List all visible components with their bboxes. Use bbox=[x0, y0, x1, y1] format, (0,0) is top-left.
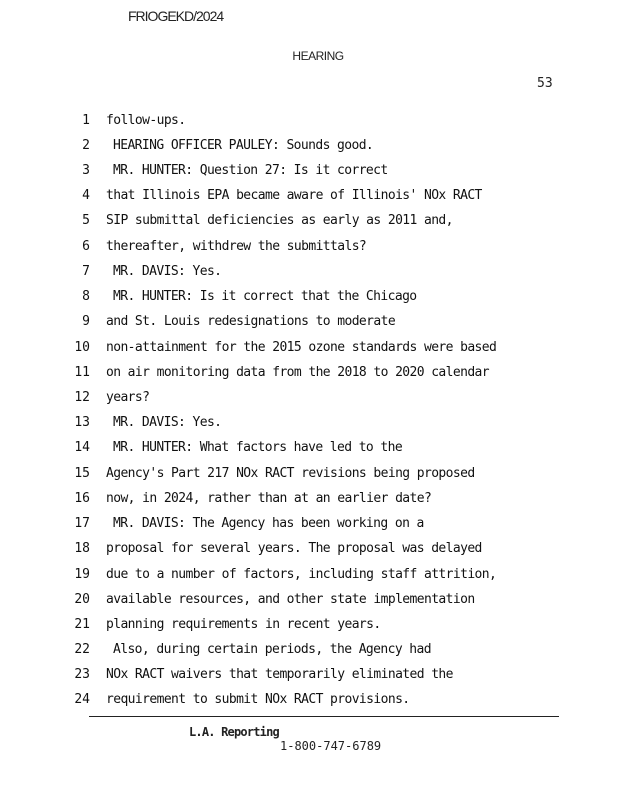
line-number: 18 bbox=[74, 541, 90, 556]
transcript-line: SIP submittal deficiencies as early as 2011 and, bbox=[106, 213, 453, 228]
transcript-line: MR. HUNTER: What factors have led to the bbox=[113, 440, 403, 455]
transcript-line: on air monitoring data from the 2018 to 2020 calendar bbox=[106, 365, 490, 380]
line-number: 5 bbox=[82, 213, 90, 228]
transcript-line: MR. DAVIS: Yes. bbox=[113, 264, 222, 279]
transcript-line: Agency's Part 217 NOx RACT revisions being proposed bbox=[106, 466, 475, 481]
transcript-line: MR. DAVIS: Yes. bbox=[113, 415, 222, 430]
line-number: 3 bbox=[82, 163, 90, 178]
line-number: 24 bbox=[74, 692, 90, 707]
transcript-line: follow-ups. bbox=[106, 113, 186, 128]
header-date-stamp: FRIOGEKD/2024 bbox=[128, 8, 224, 24]
transcript-line: MR. HUNTER: Is it correct that the Chicago bbox=[113, 289, 417, 304]
line-number: 16 bbox=[74, 491, 90, 506]
line-number: 2 bbox=[82, 138, 90, 153]
line-number: 9 bbox=[82, 314, 90, 329]
line-number: 7 bbox=[82, 264, 90, 279]
footer-divider bbox=[89, 716, 559, 717]
line-number: 1 bbox=[82, 113, 90, 128]
line-number: 15 bbox=[74, 466, 90, 481]
transcript-line: HEARING OFFICER PAULEY: Sounds good. bbox=[113, 138, 374, 153]
transcript-line: that Illinois EPA became aware of Illinois' NOx RACT bbox=[106, 188, 482, 203]
line-number: 23 bbox=[74, 667, 90, 682]
footer-phone: 1-800-747-6789 bbox=[280, 739, 382, 753]
line-number: 17 bbox=[74, 516, 90, 531]
transcript-line: MR. DAVIS: The Agency has been working on a bbox=[113, 516, 424, 531]
transcript-line: thereafter, withdrew the submittals? bbox=[106, 239, 367, 254]
transcript-line: MR. HUNTER: Question 27: Is it correct bbox=[113, 163, 388, 178]
page-header-title: HEARING bbox=[292, 49, 344, 63]
transcript-line: proposal for several years. The proposal was delayed bbox=[106, 541, 482, 556]
transcript-line: NOx RACT waivers that temporarily eliminated the bbox=[106, 667, 453, 682]
transcript-line: Also, during certain periods, the Agency had bbox=[113, 642, 431, 657]
transcript-line: years? bbox=[106, 390, 150, 405]
line-number: 6 bbox=[82, 239, 90, 254]
line-number: 10 bbox=[74, 340, 90, 355]
footer-company: L.A. Reporting bbox=[189, 725, 279, 739]
transcript-line: and St. Louis redesignations to moderate bbox=[106, 314, 396, 329]
line-number: 13 bbox=[74, 415, 90, 430]
transcript-line: due to a number of factors, including staff attrition, bbox=[106, 567, 497, 582]
line-number: 11 bbox=[74, 365, 90, 380]
line-number: 12 bbox=[74, 390, 90, 405]
page-number: 53 bbox=[537, 76, 553, 91]
line-number: 4 bbox=[82, 188, 90, 203]
line-number: 20 bbox=[74, 592, 90, 607]
line-number: 22 bbox=[74, 642, 90, 657]
line-number: 21 bbox=[74, 617, 90, 632]
transcript-line: non-attainment for the 2015 ozone standards were based bbox=[106, 340, 497, 355]
line-number: 14 bbox=[74, 440, 90, 455]
transcript-line: planning requirements in recent years. bbox=[106, 617, 381, 632]
line-number: 8 bbox=[82, 289, 90, 304]
transcript-line: requirement to submit NOx RACT provisions. bbox=[106, 692, 410, 707]
transcript-line: now, in 2024, rather than at an earlier date? bbox=[106, 491, 432, 506]
transcript-line: available resources, and other state implementation bbox=[106, 592, 475, 607]
line-number: 19 bbox=[74, 567, 90, 582]
